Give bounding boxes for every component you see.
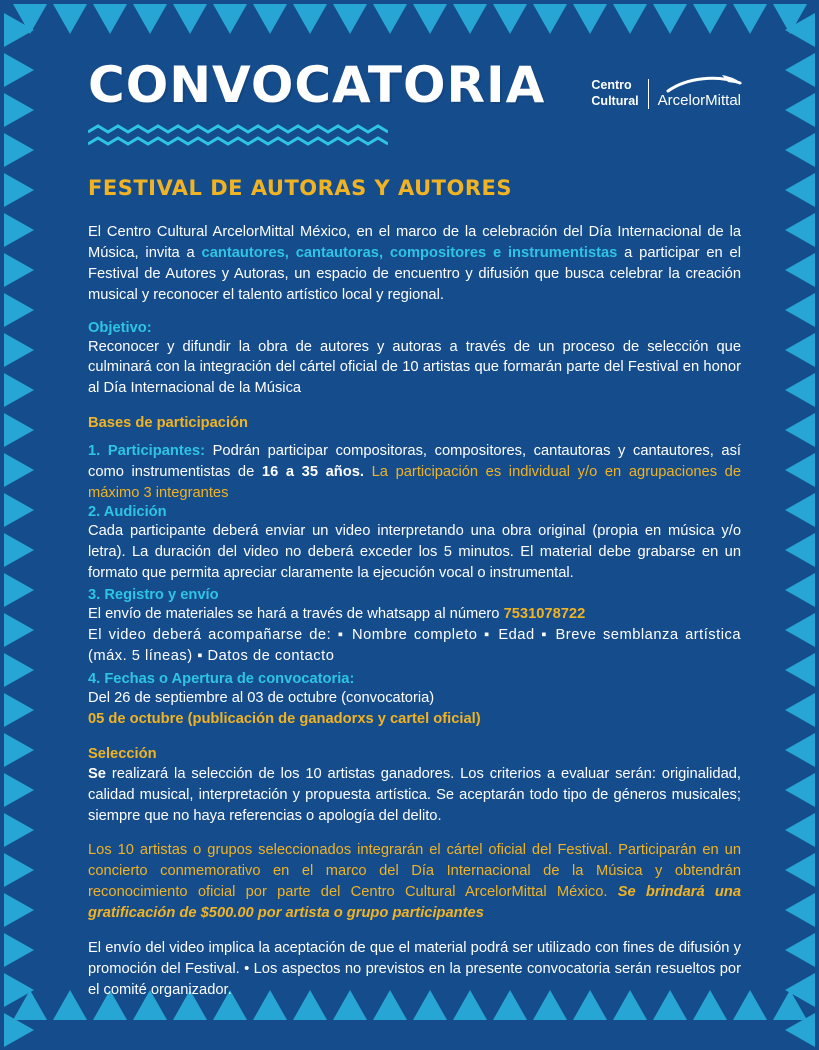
wave-divider [88, 124, 741, 150]
seleccion-p1-bold: Se [88, 765, 106, 782]
logo-brand-block [658, 78, 741, 109]
base-3-text-b: El video deberá acompañarse de: ▪ Nombre completo ▪ Edad ▪ Breve semblanza artística (máx. 5 líneas) ▪ Datos de contacto [88, 627, 741, 665]
page-title: CONVOCATORIA [88, 56, 546, 114]
logo-divider [648, 79, 649, 109]
objetivo-heading: Objetivo: [88, 319, 152, 336]
bases-heading: Bases de participación [88, 415, 248, 432]
triangle-row-top [10, 4, 810, 34]
base-2-text: Cada participante deberá enviar un video interpretando una obra original (propia en música y/o letra). La duración del video no deberá exceder los 5 minutos. El material debe grabarse en un formato que permita apreciar claramente la ejecución vocal o instrumental. [88, 522, 741, 581]
intro-part-1: El Centro Cultural ArcelorMittal México, en el marco de la celebración del Día Internacional de la Música, invita a [88, 224, 741, 261]
intro-part-2: a participar en el Festival de Autores y Autoras, un espacio de encuentro y difusión que busca celebrar la creación musical y reconocer el talento artístico local y regional. [88, 244, 741, 303]
seleccion-paragraph-2 [88, 840, 741, 924]
seleccion-paragraph-3: El envío del video implica la aceptación de que el material podrá ser utilizado con fines de difusión y promoción del Festival. • Los aspectos no previstos en la presente convocatoria serán resueltos por el comité organizador. [88, 939, 741, 998]
logo-line-2: Cultural [591, 93, 639, 108]
arcelormittal-swoosh-icon [666, 74, 746, 94]
base-1-number: 1. Participantes: [88, 443, 205, 460]
intro-highlight: cantautores, cantautoras, compositores e instrumentistas [201, 244, 618, 261]
poster-header [88, 56, 741, 114]
base-3-text-a-line [88, 604, 741, 625]
seleccion-heading: Selección [88, 745, 157, 762]
base-4-number: 4. Fechas o Apertura de convocatoria: [88, 671, 355, 687]
base-3-text-a: El envío de materiales se hará a través de whatsapp al número [88, 606, 504, 623]
base-1-bold: 16 a 35 años. [261, 464, 364, 480]
seleccion-p2-italic: Se brindará una gratificación de $500.00 por artista o grupo participantes [88, 884, 741, 921]
intro-paragraph [88, 222, 741, 306]
poster-content [88, 56, 742, 1015]
base-3-phone: 7531078722 [503, 606, 586, 623]
logo-centro-cultural [591, 78, 647, 109]
triangle-row-left [4, 10, 34, 1050]
objetivo-text: Reconocer y difundir la obra de autores y autoras a través de un proceso de selección que culminará con la integración del cártel oficial de 10 artistas que formarán parte del Festival en honor al Día Internacional de la Música [88, 338, 741, 397]
base-4-line-1: Del 26 de septiembre al 03 de octubre (convocatoria) [88, 690, 435, 706]
logo-line-1: Centro [591, 78, 632, 92]
logo-brand-text: ArcelorMittal [657, 92, 741, 110]
poster-subtitle: FESTIVAL DE AUTORAS Y AUTORES [88, 176, 512, 200]
base-1-text-a: Podrán participar compositoras, compositores, cantautoras y cantautores, así como instrumentistas de [88, 443, 742, 480]
base-3-number: 3. Registro y envío [88, 587, 219, 604]
logo [591, 78, 741, 109]
triangle-row-right [785, 10, 815, 1050]
base-1-text-b: La participación es individual y/o en agrupaciones de máximo 3 integrantes [88, 464, 742, 501]
seleccion-p1-text: realizará la selección de los 10 artistas ganadores. Los criterios a evaluar serán: originalidad, calidad musical, interpretación y propuesta artística. Se aceptarán todo tipo de géneros musicales; siempre que no haya referencias o apología del delito. [88, 765, 741, 824]
seleccion-paragraph-1 [88, 764, 741, 827]
base-4-line-2: 05 de octubre (publicación de ganadorxs y cartel oficial) [88, 710, 481, 727]
seleccion-p2-text: Los 10 artistas o grupos seleccionados integrarán el cártel oficial del Festival. Participarán en un concierto conmemorativo en el marco del Día Internacional de la Música y obtendrán reconocimiento oficial por parte del Centro Cultural ArcelorMittal México. [88, 842, 741, 901]
base-item-participantes [88, 441, 741, 504]
base-2-number: 2. Audición [88, 503, 167, 520]
